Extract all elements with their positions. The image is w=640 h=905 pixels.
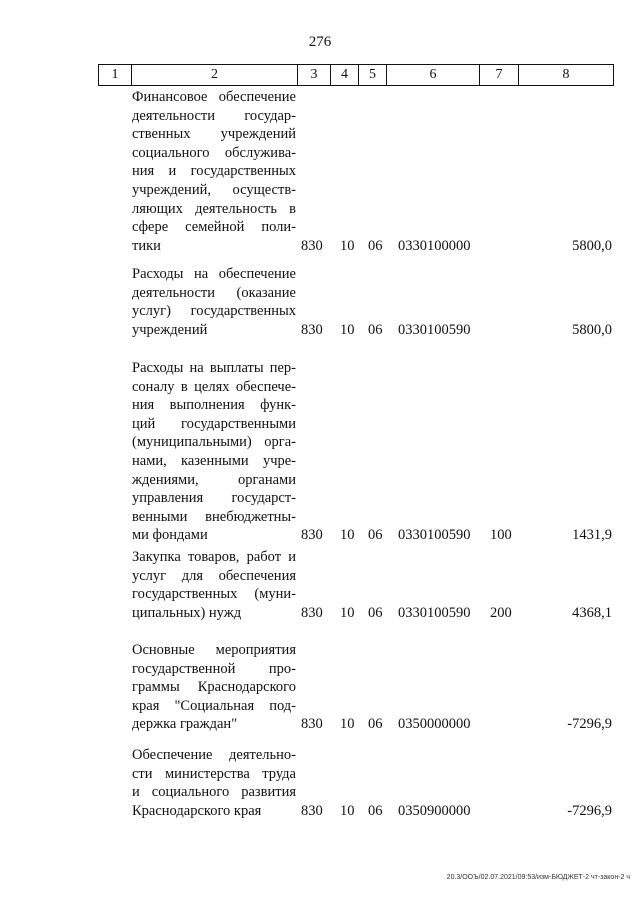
row-description-line: деятельности (оказание xyxy=(132,284,296,301)
row-description-line: деятельности государ- xyxy=(132,107,296,124)
row-cell-c8: 5800,0 xyxy=(572,237,612,254)
table-row xyxy=(0,548,640,622)
table-row xyxy=(0,359,640,545)
row-cell-c5: 06 xyxy=(368,237,383,254)
row-description-line: граммы Краснодарского xyxy=(132,679,296,696)
row-cell-c4: 10 xyxy=(340,802,355,819)
row-description-line: государственной про- xyxy=(132,660,296,677)
table-row xyxy=(0,746,640,820)
row-description-line: социального обслужива- xyxy=(132,144,296,161)
row-description-line: сфере семейной поли- xyxy=(132,219,296,236)
column-header-6: 6 xyxy=(387,65,480,86)
row-cell-c6: 0350900000 xyxy=(398,802,471,819)
row-description-line: Обеспечение деятельно- xyxy=(132,747,296,763)
table-row xyxy=(0,641,640,734)
row-description-line: сти министерства труда xyxy=(132,765,296,782)
row-cell-c4: 10 xyxy=(340,604,355,621)
column-header-8: 8 xyxy=(519,65,614,86)
row-cell-c3: 830 xyxy=(301,716,323,733)
row-description-line: ждениями, органами xyxy=(132,471,296,488)
row-cell-c3: 830 xyxy=(301,237,323,254)
table-row xyxy=(0,88,640,255)
row-description-line: Расходы на выплаты пер- xyxy=(132,360,296,376)
column-header-2: 2 xyxy=(132,65,298,86)
row-cell-c8: -7296,9 xyxy=(567,716,612,733)
row-description-line: учреждений xyxy=(132,321,208,338)
row-description-line: и социального развития xyxy=(132,784,296,801)
column-header-1: 1 xyxy=(99,65,132,86)
row-cell-c8: 4368,1 xyxy=(572,604,612,621)
row-description-line: соналу в целях обеспече- xyxy=(132,378,296,395)
row-description-line: ния выполнения функ- xyxy=(132,397,296,414)
row-cell-c8: 1431,9 xyxy=(572,527,612,544)
row-description-line: государственных (муни- xyxy=(132,586,296,603)
row-description xyxy=(132,548,296,622)
row-cell-c5: 06 xyxy=(368,321,383,338)
row-description-line: услуг) государственных xyxy=(132,303,296,320)
row-description-line: ляющих деятельность в xyxy=(132,200,296,217)
row-cell-c7: 200 xyxy=(490,604,512,621)
row-cell-c3: 830 xyxy=(301,604,323,621)
row-description-line: Основные мероприятия xyxy=(132,642,296,658)
row-cell-c7: 100 xyxy=(490,527,512,544)
row-cell-c4: 10 xyxy=(340,527,355,544)
row-cell-c4: 10 xyxy=(340,716,355,733)
row-cell-c5: 06 xyxy=(368,527,383,544)
row-description-line: ципальных) нужд xyxy=(132,604,242,621)
row-description xyxy=(132,265,296,339)
row-cell-c5: 06 xyxy=(368,604,383,621)
row-description xyxy=(132,746,296,820)
document-footer-stamp: 20.3/ООЪ/02.07.2021/09:53/изм-БЮДЖЕТ-2 чт-закон-2 ч xyxy=(446,874,630,881)
row-description-line: тики xyxy=(132,237,161,254)
row-cell-c6: 0330100590 xyxy=(398,604,471,621)
row-cell-c5: 06 xyxy=(368,802,383,819)
row-description-line: венными внебюджетны- xyxy=(132,508,296,525)
row-description-line: держка граждан" xyxy=(132,716,238,733)
table-row xyxy=(0,265,640,339)
row-cell-c3: 830 xyxy=(301,527,323,544)
row-description-line: управления государст- xyxy=(132,490,296,507)
row-cell-c3: 830 xyxy=(301,321,323,338)
row-description xyxy=(132,641,296,734)
row-cell-c4: 10 xyxy=(340,237,355,254)
row-description-line: нами, казенными учре- xyxy=(132,452,296,469)
row-cell-c3: 830 xyxy=(301,802,323,819)
row-cell-c6: 0330100000 xyxy=(398,237,471,254)
row-cell-c6: 0330100590 xyxy=(398,527,471,544)
row-cell-c5: 06 xyxy=(368,716,383,733)
row-description-line: ми фондами xyxy=(132,527,208,544)
column-header-7: 7 xyxy=(480,65,519,86)
row-description-line: Закупка товаров, работ и xyxy=(132,549,296,565)
row-cell-c8: -7296,9 xyxy=(567,802,612,819)
row-description-line: Расходы на обеспечение xyxy=(132,266,296,282)
row-description-line: (муниципальными) орга- xyxy=(132,434,296,451)
column-header-3: 3 xyxy=(298,65,331,86)
row-description xyxy=(132,88,296,255)
row-description-line: учреждений, осуществ- xyxy=(132,181,296,198)
row-description-line: края "Социальная под- xyxy=(132,697,296,714)
column-header-5: 5 xyxy=(359,65,387,86)
page-number: 276 xyxy=(308,34,332,50)
row-description xyxy=(132,359,296,545)
row-description-line: ственных учреждений xyxy=(132,126,296,143)
row-description-line: ций государственными xyxy=(132,415,296,432)
row-cell-c6: 0350000000 xyxy=(398,716,471,733)
row-description-line: ния и государственных xyxy=(132,163,296,180)
row-description-line: Краснодарского края xyxy=(132,802,262,819)
row-cell-c6: 0330100590 xyxy=(398,321,471,338)
column-header-4: 4 xyxy=(331,65,359,86)
row-description-line: услуг для обеспечения xyxy=(132,567,296,584)
row-cell-c4: 10 xyxy=(340,321,355,338)
row-description-line: Финансовое обеспечение xyxy=(132,89,296,105)
column-header-row xyxy=(98,64,614,86)
row-cell-c8: 5800,0 xyxy=(572,321,612,338)
